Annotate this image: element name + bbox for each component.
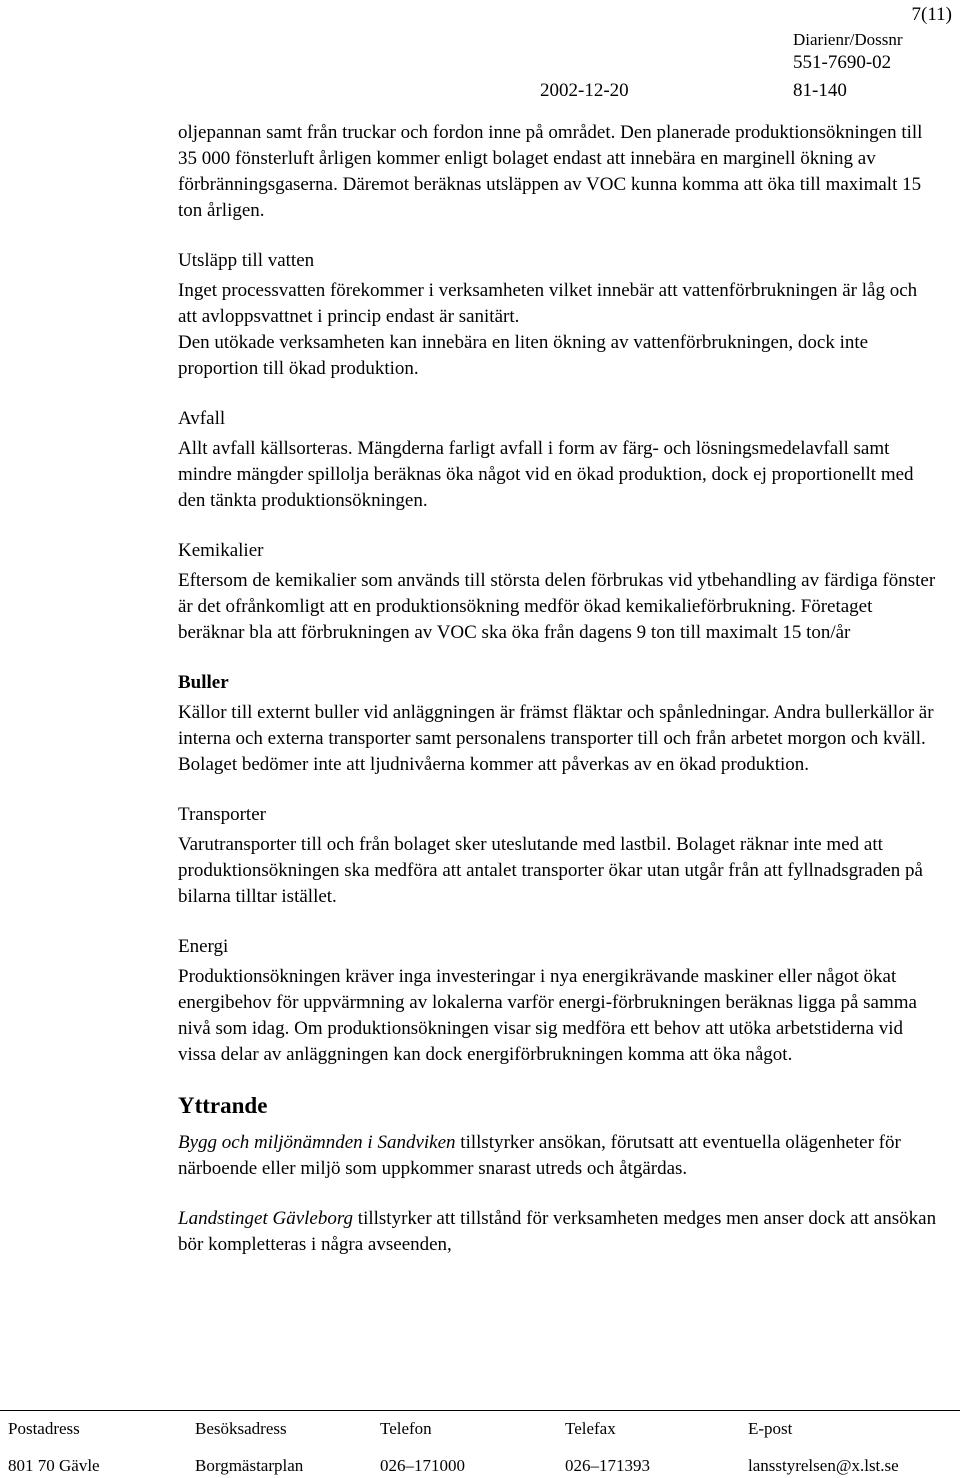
yttrande-1-organisation: Bygg och miljönämnden i Sandviken — [178, 1132, 456, 1153]
transporter-paragraph: Varutransporter till och från bolaget sker uteslutande med lastbil. Bolaget räknar inte med att produktionsökningen ska medföra att antalet transporter ökar utan utgår från att fyllnadsgraden på bilarna tilltar istället. — [178, 834, 923, 907]
document-body — [178, 120, 938, 1258]
dossier-number: 81-140 — [793, 80, 847, 101]
section-heading-kemikalier: Kemikalier — [178, 540, 264, 561]
footer-epost-link[interactable]: lansstyrelsen@x.lst.se — [748, 1456, 899, 1475]
footer-telefon-label: Telefon — [380, 1419, 432, 1438]
yttrande-2-organisation: Landstinget Gävleborg — [178, 1208, 354, 1229]
section-heading-avfall: Avfall — [178, 408, 226, 429]
kemikalier-paragraph: Eftersom de kemikalier som används till största delen förbrukas vid ytbehandling av färdiga fönster är det ofrånkomligt att en produktionsökning medför ökad kemikalieförbrukning. Företaget beräknar bla att förbrukningen av VOC ska öka från dagens 9 ton till maximalt 15 ton/år — [178, 570, 936, 643]
buller-paragraph: Källor till externt buller vid anläggningen är främst fläktar och spånledningar. Andra bullerkällor är interna och externa transporter samt personalens transporter till och från arbetet morgon och kväll. Bolaget bedömer inte att ljudnivåerna kommer att påverkas av en ökad produktion. — [178, 702, 934, 775]
footer-telefax-label: Telefax — [565, 1419, 616, 1438]
footer-divider — [0, 1410, 960, 1411]
section-heading-yttrande: Yttrande — [178, 1093, 268, 1118]
section-heading-transporter: Transporter — [178, 804, 266, 825]
document-date: 2002-12-20 — [540, 80, 629, 101]
intro-paragraph: oljepannan samt från truckar och fordon inne på området. Den planerade produktionsökningen till 35 000 fönsterluft årligen kommer enligt bolaget endast att innebära en marginell ökning av förbränningsgaserna. Däremot beräknas utsläppen av VOC kunna komma att öka till maximalt 15 ton årligen. — [178, 122, 923, 221]
footer-besoksadress-label: Besöksadress — [195, 1419, 287, 1438]
footer-telefon: 026–171000 — [380, 1456, 465, 1475]
section-heading-buller: Buller — [178, 672, 229, 693]
vatten-paragraph-1: Inget processvatten förekommer i verksamheten vilket innebär att vattenförbrukningen är låg och att avloppsvattnet i princip endast är sanitärt. — [178, 280, 918, 327]
avfall-paragraph: Allt avfall källsorteras. Mängderna farligt avfall i form av färg- och lösningsmedelavfall samt mindre mängder spillolja beräknas öka något vid en ökad produktion, dock ej proportionellt med den tänkta produktionsökningen. — [178, 438, 914, 511]
section-heading-energi: Energi — [178, 936, 229, 957]
yttrande-paragraph-2 — [178, 1206, 938, 1258]
vatten-paragraph-2: Den utökade verksamheten kan innebära en liten ökning av vattenförbrukningen, dock inte proportion till ökad produktion. — [178, 332, 869, 379]
footer-telefax: 026–171393 — [565, 1456, 650, 1475]
footer-epost-label: E-post — [748, 1419, 793, 1438]
footer-postadress: 801 70 Gävle — [8, 1456, 100, 1475]
section-heading-vatten: Utsläpp till vatten — [178, 250, 315, 271]
footer-besoksadress: Borgmästarplan — [195, 1456, 304, 1475]
page-number: 7(11) — [911, 4, 952, 25]
yttrande-paragraph-1 — [178, 1130, 938, 1182]
energi-paragraph: Produktionsökningen kräver inga investeringar i nya energikrävande maskiner eller något ökat energibehov för uppvärmning av lokalerna varför energi-förbrukningen beräknas ligga på samma nivå som idag. Om produktionsökningen visar sig medföra ett behov att utöka arbetstiderna vid vissa delar av anläggningen kan dock energiförbrukningen komma att öka något. — [178, 966, 917, 1065]
yttrande-1-text: tillstyrker ansökan, förutsatt att eventuella olägenheter för närboende eller miljö som uppkommer snarast utreds och åtgärdas. — [178, 1132, 901, 1179]
footer-postadress-label: Postadress — [8, 1419, 80, 1438]
yttrande-2-text: tillstyrker att tillstånd för verksamheten medges men anser dock att ansökan bör kompletteras i några avseenden, — [178, 1208, 937, 1255]
diarienr-value: 551-7690-02 — [793, 52, 892, 73]
diarienr-label: Diarienr/Dossnr — [793, 30, 903, 49]
